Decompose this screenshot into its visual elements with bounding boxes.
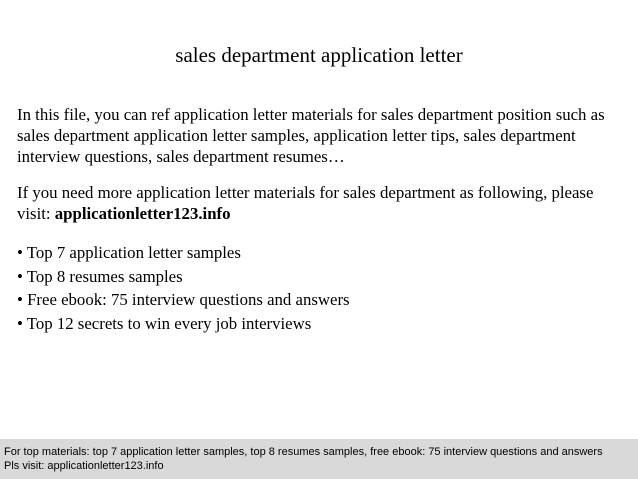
page-title: sales department application letter — [175, 43, 463, 67]
resources-list — [17, 241, 627, 335]
website-link[interactable]: applicationletter123.info — [54, 204, 231, 223]
footer-bar — [0, 439, 638, 479]
intro-paragraph: In this file, you can ref application letter materials for sales department position such as sales department application letter samples, application letter tips, sales department interview questions, sales department resumes… — [17, 105, 605, 166]
list-item: • Top 8 resumes samples — [17, 266, 183, 286]
footer-line-materials: For top materials: top 7 application letter samples, top 8 resumes samples, free ebook: 75 interview questions and answers — [4, 446, 603, 458]
footer-line-visit: Pls visit: applicationletter123.info — [4, 459, 164, 472]
more-materials-text: If you need more application letter materials for sales department as following, please visit: — [17, 183, 594, 223]
more-materials-paragraph — [17, 182, 627, 224]
list-item: • Free ebook: 75 interview questions and answers — [17, 290, 350, 309]
list-item: • Top 7 application letter samples — [17, 243, 241, 262]
list-item: • Top 12 secrets to win every job interviews — [17, 313, 312, 333]
